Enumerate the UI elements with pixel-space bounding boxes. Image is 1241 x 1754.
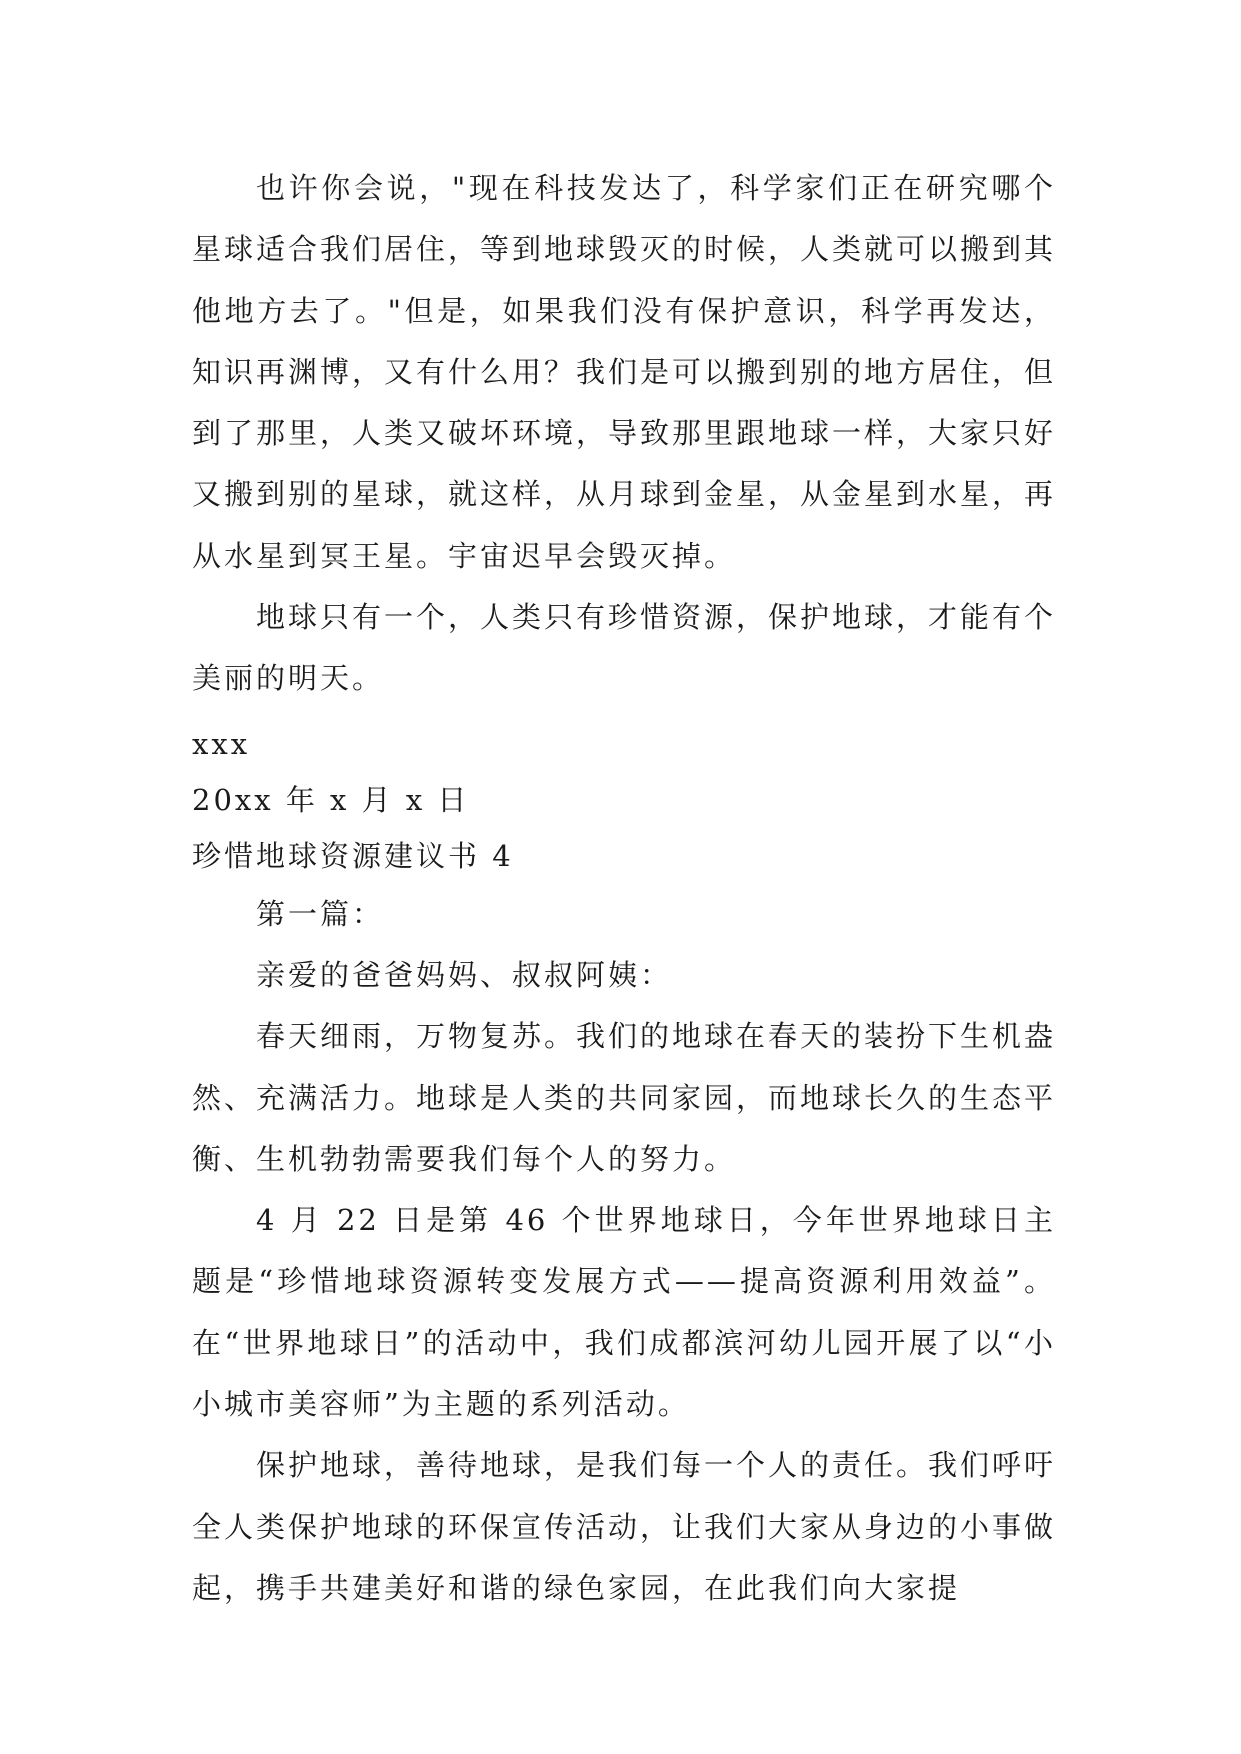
section-title: 珍惜地球资源建议书 4 xyxy=(192,838,514,873)
paragraph: 地球只有一个，人类只有珍惜资源，保护地球，才能有个美丽的明天。 xyxy=(192,600,1057,696)
paragraph: 保护地球，善待地球，是我们每一个人的责任。我们呼吁全人类保护地球的环保宣传活动，让我们大家从身边的小事做起，携手共建美好和谐的绿色家园，在此我们向大家提 xyxy=(192,1448,1057,1605)
signature: xxx xyxy=(192,726,251,761)
salutation: 亲爱的爸爸妈妈、叔叔阿姨： xyxy=(256,957,673,992)
paragraph: 也许你会说，"现在科技发达了，科学家们正在研究哪个星球适合我们居住，等到地球毁灭的时候，人类就可以搬到其他地方去了。"但是，如果我们没有保护意识，科学再发达，知识再渊博，又有什么用？我们是可以搬到别的地方居住，但到了那里，人类又破坏环境，导致那里跟地球一样，大家只好又搬到别的星球，就这样，从月球到金星，从金星到水星，再从水星到冥王星。宇宙迟早会毁灭掉。 xyxy=(192,171,1057,573)
chapter-heading: 第一篇： xyxy=(256,896,385,931)
paragraph: 4 月 22 日是第 46 个世界地球日，今年世界地球日主题是“珍惜地球资源转变发展方式——提高资源利用效益”。在“世界地球日”的活动中，我们成都滨河幼儿园开展了以“小小城市美容师”为主题的系列活动。 xyxy=(192,1203,1056,1422)
document-body xyxy=(192,158,1056,1619)
paragraph: 春天细雨，万物复苏。我们的地球在春天的装扮下生机盎然、充满活力。地球是人类的共同家园，而地球长久的生态平衡、生机勃勃需要我们每个人的努力。 xyxy=(192,1019,1057,1176)
date-line: 20xx 年 x 月 x 日 xyxy=(192,782,470,817)
